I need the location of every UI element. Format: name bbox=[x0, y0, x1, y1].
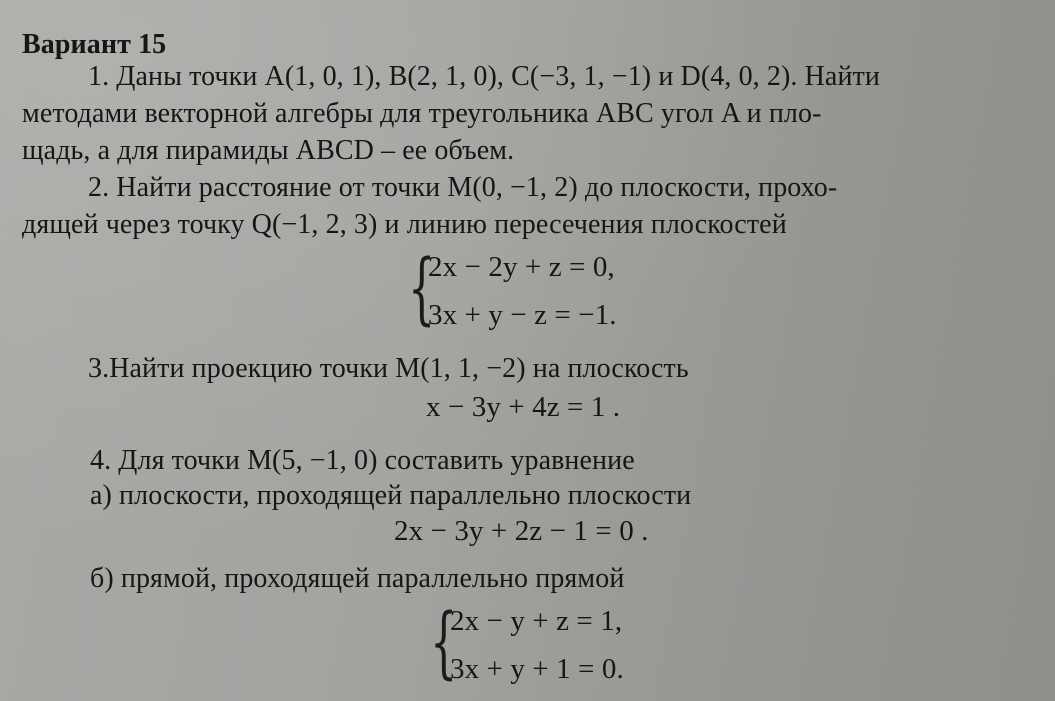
task1-line3: щадь, а для пирамиды ABCD – ее объем. bbox=[22, 135, 515, 166]
variant-title: Вариант 15 bbox=[22, 29, 167, 60]
task4-part-a: а) плоскости, проходящей параллельно плоскости bbox=[90, 480, 692, 511]
task4-line1: 4. Для точки M(5, −1, 0) составить уравнение bbox=[90, 445, 635, 476]
task2-line2: дящей через точку Q(−1, 2, 3) и линию пересечения плоскостей bbox=[22, 209, 787, 240]
task4-system-eq1: 2x − y + z = 1, bbox=[450, 605, 623, 637]
task4-equation-a: 2x − 3y + 2z − 1 = 0 . bbox=[394, 515, 649, 547]
task1-line1: 1. Даны точки A(1, 0, 1), B(2, 1, 0), C(−3, 1, −1) и D(4, 0, 2). Найти bbox=[88, 61, 880, 92]
task3-line1: 3.Найти проекцию точки M(1, 1, −2) на плоскость bbox=[88, 353, 689, 384]
task4-part-b: б) прямой, проходящей параллельно прямой bbox=[90, 563, 625, 594]
task2-system-eq1: 2x − 2y + z = 0, bbox=[428, 251, 615, 283]
task2-line1: 2. Найти расстояние от точки M(0, −1, 2) до плоскости, прохо- bbox=[88, 172, 838, 203]
task1-line2: методами векторной алгебры для треугольника ABC угол A и пло- bbox=[22, 98, 822, 129]
task2-system-eq2: 3x + y − z = −1. bbox=[428, 299, 617, 331]
system-brace-task2: { bbox=[408, 244, 436, 334]
task3-equation: x − 3y + 4z = 1 . bbox=[426, 391, 621, 423]
system-brace-task4: { bbox=[430, 598, 458, 688]
task4-system-eq2: 3x + y + 1 = 0. bbox=[450, 653, 624, 685]
